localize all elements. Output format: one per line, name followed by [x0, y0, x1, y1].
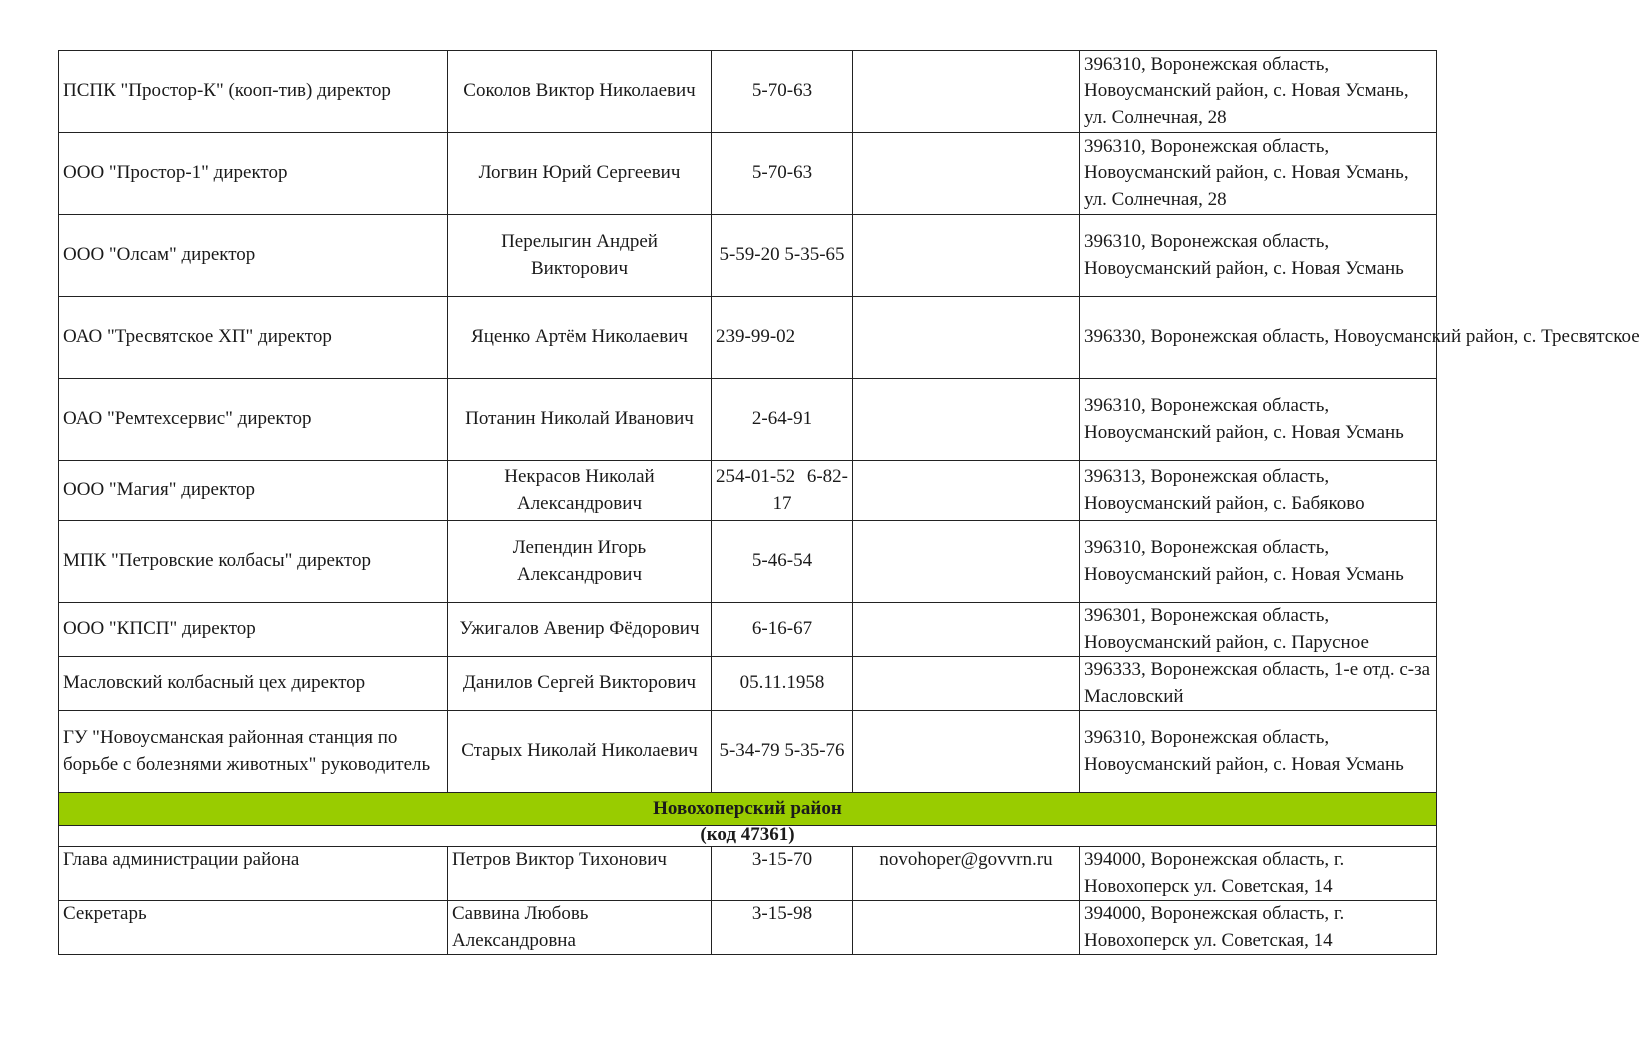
- address-cell: 394000, Воронежская область, г. Новохоперск ул. Советская, 14: [1080, 847, 1437, 901]
- organization-cell: ООО "КПСП" директор: [59, 603, 448, 657]
- address-cell: 396310, Воронежская область, Новоусманский район, с. Новая Усмань: [1080, 379, 1437, 461]
- phone-cell: 5-70-63: [712, 133, 853, 215]
- phone-cell: 3-15-70: [712, 847, 853, 901]
- table-row: [59, 521, 1437, 603]
- email-cell: novohoper@govvrn.ru: [853, 847, 1080, 901]
- email-cell: [853, 521, 1080, 603]
- address-cell: 396333, Воронежская область, 1-е отд. с-за Масловский: [1080, 657, 1437, 711]
- email-cell: [853, 215, 1080, 297]
- organization-cell: МПК "Петровские колбасы" директор: [59, 521, 448, 603]
- directory-table: [58, 50, 1640, 955]
- person-cell: Яценко Артём Николаевич: [448, 297, 712, 379]
- organization-cell: Секретарь: [59, 901, 448, 955]
- organization-cell: ООО "Простор-1" директор: [59, 133, 448, 215]
- person-cell: Петров Виктор Тихонович: [448, 847, 712, 901]
- person-cell: Лепендин Игорь Александрович: [448, 521, 712, 603]
- person-cell: Саввина Любовь Александровна: [448, 901, 712, 955]
- organization-cell: ОАО "Ремтехсервис" директор: [59, 379, 448, 461]
- table-row: [59, 379, 1437, 461]
- table-row: [59, 711, 1437, 793]
- email-cell: [853, 657, 1080, 711]
- table-row: [59, 603, 1437, 657]
- phone-cell: 254-01-52 6-82-17: [712, 461, 853, 521]
- person-cell: Некрасов Николай Александрович: [448, 461, 712, 521]
- section-title: Новохоперский район: [59, 793, 1437, 826]
- person-cell: Старых Николай Николаевич: [448, 711, 712, 793]
- table-row: [59, 51, 1437, 133]
- phone-cell: 5-70-63: [712, 51, 853, 133]
- organization-cell: Масловский колбасный цех директор: [59, 657, 448, 711]
- email-cell: [853, 297, 1080, 379]
- table-row: [59, 901, 1437, 955]
- organization-cell: ООО "Олсам" директор: [59, 215, 448, 297]
- table-row: [59, 461, 1437, 521]
- address-cell: 396313, Воронежская область, Новоусманский район, с. Бабяково: [1080, 461, 1437, 521]
- email-cell: [853, 51, 1080, 133]
- address-cell: 396310, Воронежская область, Новоусманский район, с. Новая Усмань: [1080, 711, 1437, 793]
- table-row: [59, 133, 1437, 215]
- email-cell: [853, 379, 1080, 461]
- table-row: [59, 215, 1437, 297]
- address-cell: 396310, Воронежская область, Новоусманский район, с. Новая Усмань, ул. Солнечная, 28: [1080, 51, 1437, 133]
- email-cell: [853, 603, 1080, 657]
- phone-cell: 6-16-67: [712, 603, 853, 657]
- section-code-row: [59, 826, 1437, 847]
- organization-cell: Глава администрации района: [59, 847, 448, 901]
- organization-cell: ГУ "Новоусманская районная станция по борьбе с болезнями животных" руководитель: [59, 711, 448, 793]
- phone-cell: 5-34-79 5-35-76: [712, 711, 853, 793]
- table-row: [59, 297, 1437, 379]
- person-cell: Логвин Юрий Сергеевич: [448, 133, 712, 215]
- phone-cell: 5-46-54: [712, 521, 853, 603]
- organization-cell: ООО "Магия" директор: [59, 461, 448, 521]
- phone-cell: 05.11.1958: [712, 657, 853, 711]
- email-cell: [853, 133, 1080, 215]
- phone-cell: 2-64-91: [712, 379, 853, 461]
- phone-cell: 239-99-02: [712, 297, 853, 379]
- table-row: [59, 657, 1437, 711]
- address-cell: 396310, Воронежская область, Новоусманский район, с. Новая Усмань: [1080, 215, 1437, 297]
- person-cell: Ужигалов Авенир Фёдорович: [448, 603, 712, 657]
- organization-cell: ОАО "Тресвятское ХП" директор: [59, 297, 448, 379]
- organization-cell: ПСПК "Простор-К" (кооп-тив) директор: [59, 51, 448, 133]
- address-cell: 396330, Воронежская область, Новоусманский район, с. Тресвятское: [1080, 297, 1437, 379]
- section-code: (код 47361): [59, 826, 1437, 847]
- email-cell: [853, 461, 1080, 521]
- address-cell: 396310, Воронежская область, Новоусманский район, с. Новая Усмань, ул. Солнечная, 28: [1080, 133, 1437, 215]
- person-cell: Потанин Николай Иванович: [448, 379, 712, 461]
- phone-cell: 3-15-98: [712, 901, 853, 955]
- address-cell: 396310, Воронежская область, Новоусманский район, с. Новая Усмань: [1080, 521, 1437, 603]
- table-row: [59, 847, 1437, 901]
- address-cell: 396301, Воронежская область, Новоусманский район, с. Парусное: [1080, 603, 1437, 657]
- phone-cell: 5-59-20 5-35-65: [712, 215, 853, 297]
- address-cell: 394000, Воронежская область, г. Новохоперск ул. Советская, 14: [1080, 901, 1437, 955]
- email-cell: [853, 901, 1080, 955]
- email-cell: [853, 711, 1080, 793]
- section-header-row: [59, 793, 1437, 826]
- person-cell: Перелыгин Андрей Викторович: [448, 215, 712, 297]
- person-cell: Данилов Сергей Викторович: [448, 657, 712, 711]
- person-cell: Соколов Виктор Николаевич: [448, 51, 712, 133]
